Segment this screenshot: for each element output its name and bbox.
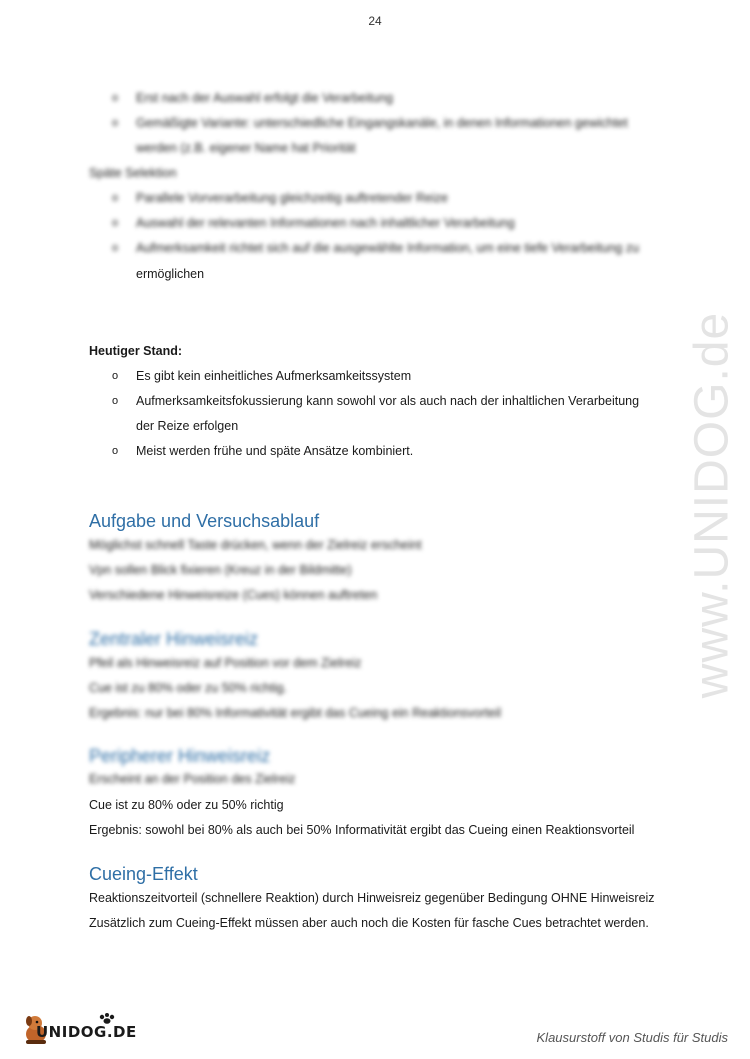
list-item: Meist werden frühe und späte Ansätze kombiniert. <box>136 444 414 458</box>
section-heading-peripher: Peripherer Hinweisreiz <box>89 746 271 766</box>
paragraph-line: Erscheint an der Position des Zielreiz <box>89 772 296 786</box>
logo-text: UNIDOG.DE <box>36 1023 137 1041</box>
page-number: 24 <box>368 14 382 28</box>
list-bullet: o <box>112 192 119 204</box>
list-bullet: o <box>112 242 119 254</box>
list-bullet: o <box>112 117 119 129</box>
paragraph-line: Cue ist zu 80% oder zu 50% richtig <box>89 798 284 812</box>
list-item: Auswahl der relevanten Informationen nach inhaltlicher Verarbeitung <box>136 216 515 230</box>
list-bullet: o <box>112 370 119 382</box>
list-item: ermöglichen <box>136 267 205 281</box>
section-heading-cueing: Cueing-Effekt <box>89 864 198 884</box>
list-bullet: o <box>112 395 119 407</box>
paragraph-line: Ergebnis: nur bei 80% Informativität ergibt das Cueing ein Reaktionsvorteil <box>89 706 502 720</box>
list-item: Gemäßigte Variante: unterschiedliche Eingangskanäle, in denen Informationen gewichtet <box>136 116 628 130</box>
list-item: werden (z.B. eigener Name hat Priorität <box>136 141 356 155</box>
paragraph-line: Möglichst schnell Taste drücken, wenn der Zielreiz erscheint <box>89 538 422 552</box>
paragraph-line: Cue ist zu 80% oder zu 50% richtig. <box>89 681 288 695</box>
list-item: Parallele Vorverarbeitung gleichzeitig auftretender Reize <box>136 191 448 205</box>
paragraph-line: Pfeil als Hinweisreiz auf Position vor dem Zielreiz <box>89 656 362 670</box>
list-item: Erst nach der Auswahl erfolgt die Verarbeitung <box>136 91 394 105</box>
heading-heutiger-stand: Heutiger Stand: <box>89 344 183 358</box>
list-bullet: o <box>112 445 119 457</box>
paragraph-line: Reaktionszeitvorteil (schnellere Reaktion) durch Hinweisreiz gegenüber Bedingung OHNE Hinweisreiz <box>89 891 655 905</box>
list-item: Aufmerksamkeitsfokussierung kann sowohl vor als auch nach der inhaltlichen Verarbeitung <box>136 394 640 408</box>
section-heading-spaete-selektion: Späte Selektion <box>89 166 177 180</box>
list-item: der Reize erfolgen <box>136 419 239 433</box>
list-item: Es gibt kein einheitliches Aufmerksamkeitssystem <box>136 369 412 383</box>
footer-tagline: Klausurstoff von Studis für Studis <box>536 1030 728 1045</box>
paragraph-line: Vpn sollen Blick fixieren (Kreuz in der Bildmitte) <box>89 563 352 577</box>
paragraph-line: Verschiedene Hinweisreize (Cues) können auftreten <box>89 588 378 602</box>
paragraph-line: Zusätzlich zum Cueing-Effekt müssen aber auch noch die Kosten für fasche Cues betrachtet werden. <box>89 916 649 930</box>
paragraph-line: Ergebnis: sowohl bei 80% als auch bei 50% Informativität ergibt das Cueing einen Reaktionsvorteil <box>89 823 635 837</box>
list-bullet: o <box>112 217 119 229</box>
section-heading-aufgabe: Aufgabe und Versuchsablauf <box>89 511 320 531</box>
section-heading-zentral: Zentraler Hinweisreiz <box>89 629 259 649</box>
list-bullet: o <box>112 92 119 104</box>
watermark: www.UNIDOG.de <box>685 311 739 699</box>
list-item: Aufmerksamkeit richtet sich auf die ausgewählte Information, um eine tiefe Verarbeitung zu <box>136 241 640 255</box>
